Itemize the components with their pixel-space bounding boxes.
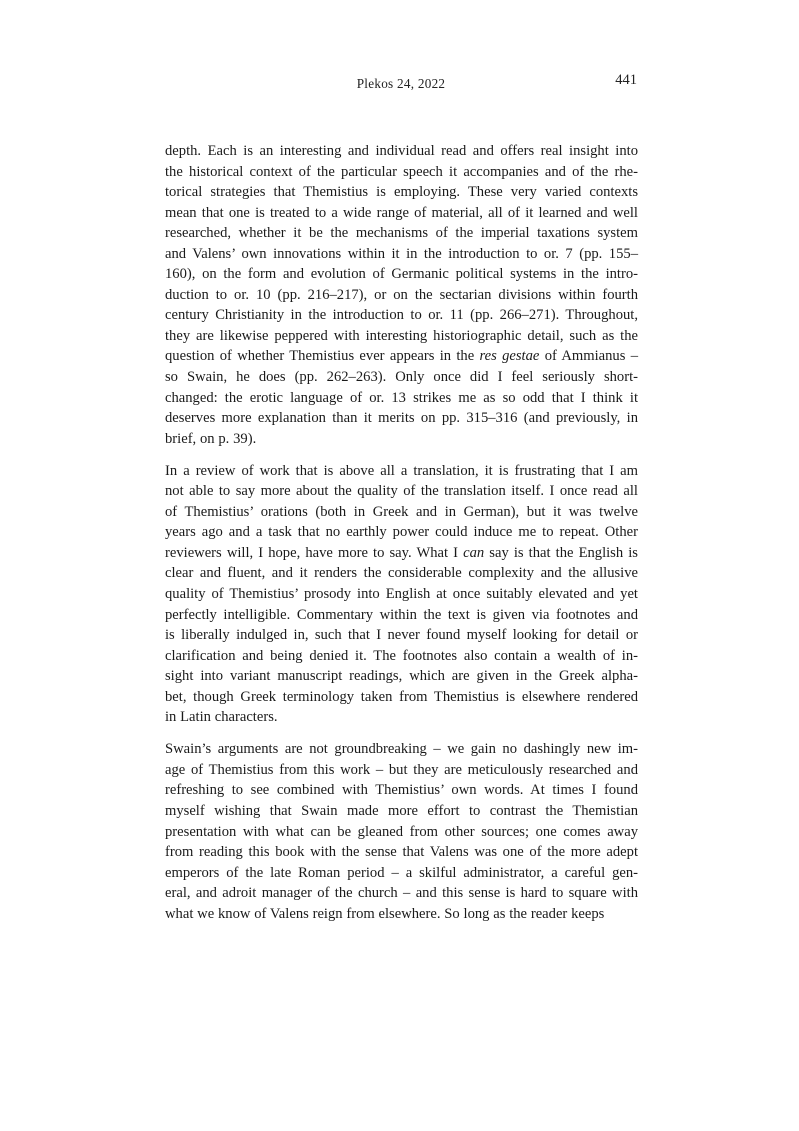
text-line: changed: the erotic language of or. 13 strikes me as so odd that I think it	[165, 389, 638, 406]
text-line: question of whether Themistius ever appears in the res gestae of Ammianus –	[165, 348, 638, 365]
text-line: quality of Themistius’ prosody into English at once suitably elevated and yet	[165, 585, 638, 602]
text-line: researched, whether it be the mechanisms of the imperial taxations system	[165, 225, 638, 242]
text-line: they are likewise peppered with interesting historiographic detail, such as the	[165, 327, 638, 344]
running-head	[165, 72, 637, 92]
body-text-block	[165, 141, 638, 924]
text-line: duction to or. 10 (pp. 216–217), or on the sectarian divisions within fourth	[165, 286, 638, 303]
text-line: from reading this book with the sense that Valens was one of the more adept	[165, 844, 638, 861]
text-line: clear and fluent, and it renders the considerable complexity and the allusive	[165, 565, 638, 582]
paragraph-2	[165, 461, 638, 728]
text-line: clarification and being denied it. The footnotes also contain a wealth of in-	[165, 647, 638, 664]
text-line: presentation with what can be gleaned from other sources; one comes away	[165, 823, 638, 840]
text-line: myself wishing that Swain made more effort to contrast the Themistian	[165, 802, 638, 819]
text-line: perfectly intelligible. Commentary within the text is given via footnotes and	[165, 606, 638, 623]
text-line: years ago and a task that no earthly power could induce me to repeat. Other	[165, 524, 638, 541]
paragraph-3	[165, 739, 638, 924]
text-line: sight into variant manuscript readings, which are given in the Greek alpha-	[165, 668, 638, 685]
text-line: is liberally indulged in, such that I never found myself looking for detail or	[165, 627, 638, 644]
text-line: torical strategies that Themistius is employing. These very varied contexts	[165, 184, 638, 201]
text-line: bet, though Greek terminology taken from Themistius is elsewhere rendered	[165, 688, 638, 705]
page-number: 441	[615, 72, 637, 88]
text-line: century Christianity in the introduction to or. 11 (pp. 266–271). Throughout,	[165, 307, 638, 324]
text-line: deserves more explanation than it merits on pp. 315–316 (and previously, in	[165, 410, 638, 427]
text-line: eral, and adroit manager of the church – and this sense is hard to square with	[165, 885, 638, 902]
running-head-title: Plekos 24, 2022	[356, 76, 446, 91]
text-line: brief, on p. 39).	[165, 430, 257, 447]
text-line: and Valens’ own innovations within it in the introduction to or. 7 (pp. 155–	[165, 245, 638, 262]
text-line: what we know of Valens reign from elsewhere. So long as the reader keeps	[165, 905, 605, 922]
paragraph-1	[165, 141, 638, 449]
text-line: so Swain, he does (pp. 262–263). Only once did I feel seriously short-	[165, 369, 638, 386]
text-line: depth. Each is an interesting and individual read and offers real insight into	[165, 143, 638, 159]
text-line: 160), on the form and evolution of Germanic political systems in the intro-	[165, 266, 638, 283]
text-line: refreshing to see combined with Themistius’ own words. At times I found	[165, 782, 638, 799]
text-line: the historical context of the particular speech it accompanies and of the rhe-	[165, 163, 638, 180]
text-line: of Themistius’ orations (both in Greek and in German), but it was twelve	[165, 503, 638, 520]
text-line: emperors of the late Roman period – a skilful administrator, a careful gen-	[165, 864, 638, 881]
text-line: In a review of work that is above all a translation, it is frustrating that I am	[165, 462, 638, 479]
text-line: not able to say more about the quality of the translation itself. I once read all	[165, 483, 638, 500]
text-line: reviewers will, I hope, have more to say. What I can say is that the English is	[165, 544, 638, 561]
text-line: Swain’s arguments are not groundbreaking – we gain no dashingly new im-	[165, 741, 638, 758]
text-line: mean that one is treated to a wide range of material, all of it learned and well	[165, 204, 638, 221]
text-line: age of Themistius from this work – but they are meticulously researched and	[165, 761, 638, 778]
text-line: in Latin characters.	[165, 709, 278, 726]
